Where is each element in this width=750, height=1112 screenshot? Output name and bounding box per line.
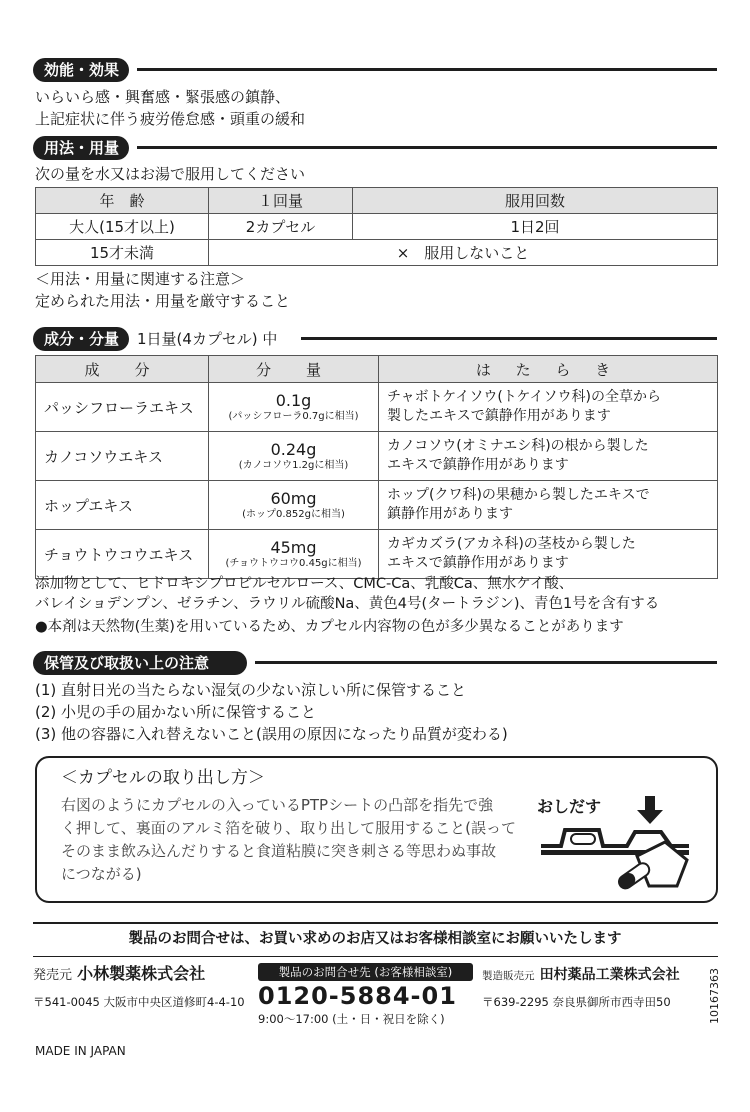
divider [255,661,717,664]
ingredient-amount [209,383,379,432]
seller-address: 〒541-0045 大阪市中央区道修町4-4-10 [33,995,245,1009]
ingredient-function [379,383,718,432]
dosage-heading: 用法・用量 [33,136,129,160]
function-line: カノコソウ(オミナエシ科)の根から製した [387,438,649,454]
amount-note: (チョウトウコウ0.45gに相当) [225,557,362,569]
amount-note: (ホップ0.852gに相当) [242,508,345,520]
amount-note: (パッシフローラ0.7gに相当) [228,410,359,422]
ptp-sheet-icon [537,790,697,894]
dosage-note-body: 定められた用法・用量を厳守すること [35,292,291,310]
table-row [36,383,718,432]
inquiry-note: 製品のお問合せは、お買い求めのお店又はお客様相談室にお願いいたします [128,931,622,947]
dosage-note-title: ＜用法・用量に関連する注意＞ [35,270,246,288]
divider [137,146,717,149]
table-row [36,240,718,266]
capsule-instructions-title: ＜カプセルの取り出し方＞ [61,768,265,788]
seller-block [33,962,253,1012]
table-header-amount: 分 量 [209,356,379,383]
table-header-age: 年 齢 [36,188,209,214]
dosage-header [33,136,717,160]
ingredient-name: ホップエキス [36,481,209,530]
ingredients-header [33,327,717,351]
ingredients-subheading: 1日量(4カプセル) 中 [137,330,278,348]
table-header-row [36,356,718,383]
push-label: おしだす [537,797,602,816]
amount-value: 60mg [270,488,317,508]
body-line: く押して、裏面のアルミ箔を破り、取り出して服用すること(誤って [61,819,516,837]
footer-rule [33,922,718,924]
function-line: エキスで鎮静作用があります [387,555,569,571]
additives-line-1: 添加物として、ヒドロキシプロピルセルロース、CMC-Ca、乳酸Ca、無水ケイ酸、 [35,576,574,592]
ingredients-heading: 成分・分量 [33,327,129,351]
origin-label: MADE IN JAPAN [35,1044,126,1058]
maker-block [482,962,704,1012]
seller-line [33,962,253,988]
maker-address: 〒639-2295 奈良県御所市西寺田50 [482,995,671,1009]
storage-item-1: (1) 直射日光の当たらない湿気の少ない涼しい所に保管すること [35,681,467,699]
maker-prefix: 製造販売元 [482,970,535,982]
contact-hours: 9:00〜17:00 (土・日・祝日を除く) [258,1012,445,1026]
efficacy-header [33,58,717,82]
table-header-row [36,188,718,214]
seller-name: 小林製薬株式会社 [77,964,206,983]
divider [301,337,717,340]
table-row [36,432,718,481]
ingredient-name: チョウトウコウエキス [36,530,209,579]
product-code: 10167363 [708,968,721,1024]
contact-label: 製品のお問合せ先 (お客様相談室) [258,963,473,981]
function-line: 鎮静作用があります [387,506,513,522]
efficacy-line-1: いらいら感・興奮感・緊張感の鎮静、 [35,88,291,106]
efficacy-line-2: 上記症状に伴う疲労倦怠感・頭重の緩和 [35,110,306,128]
amount-value: 45mg [270,537,317,557]
seller-prefix: 発売元 [33,968,73,983]
body-line: 右図のようにカプセルの入っているPTPシートの凸部を指先で強 [61,796,494,814]
amount-value: 0.24g [270,439,317,459]
table-header-dose: １回量 [209,188,353,214]
function-line: ホップ(クワ科)の果穂から製したエキスで [387,487,650,503]
ingredient-name: カノコソウエキス [36,432,209,481]
footer-rule [33,956,718,957]
function-line: カギカズラ(アカネ科)の茎枝から製した [387,536,636,552]
function-line: チャボトケイソウ(トケイソウ科)の全草から [387,389,661,405]
dosage-table [35,187,718,266]
push-illustration [537,790,697,894]
capsule-instructions-body [61,794,531,886]
amount-note: (カノコソウ1.2gに相当) [238,459,349,471]
function-line: エキスで鎮静作用があります [387,457,569,473]
dosage-intro: 次の量を水又はお湯で服用してください [35,165,306,183]
ingredient-function [379,432,718,481]
table-row [36,214,718,240]
table-cell: 1日2回 [353,214,718,240]
efficacy-heading: 効能・効果 [33,58,129,82]
maker-name: 田村薬品工業株式会社 [539,967,680,983]
table-row [36,481,718,530]
function-line: 製したエキスで鎮静作用があります [387,408,611,424]
storage-item-2: (2) 小児の手の届かない所に保管すること [35,703,317,721]
ingredient-function [379,481,718,530]
storage-item-3: (3) 他の容器に入れ替えないこと(誤用の原因になったり品質が変わる) [35,725,508,743]
ingredient-amount [209,432,379,481]
table-header-ingredient: 成 分 [36,356,209,383]
body-line: そのまま飲み込んだりすると食道粘膜に突き刺さる等思わぬ事故 [61,842,497,860]
divider [137,68,717,71]
table-row [36,530,718,579]
table-cell: 2カプセル [209,214,353,240]
table-cell: 15才未満 [36,240,209,266]
contact-block [258,963,473,1027]
ingredient-function [379,530,718,579]
table-cell: × 服用しないこと [209,240,718,266]
table-header-frequency: 服用回数 [353,188,718,214]
storage-heading: 保管及び取扱い上の注意 [33,651,247,675]
ingredient-table [35,355,718,579]
maker-line [482,962,704,988]
natural-note: ●本剤は天然物(生薬)を用いているため、カプセル内容物の色が多少異なることがあります [35,619,624,635]
phone-number: 0120-5884-01 [258,982,457,1010]
table-cell: 大人(15才以上) [36,214,209,240]
amount-value: 0.1g [275,390,312,410]
ingredient-amount [209,481,379,530]
additives-line-2: バレイショデンプン、ゼラチン、ラウリル硫酸Na、黄色4号(タートラジン)、青色1号を含有する [35,596,660,612]
body-line: につながる) [61,865,142,883]
table-header-action: は た ら き [379,356,718,383]
ingredient-name: パッシフローラエキス [36,383,209,432]
capsule-instructions-box [35,756,718,903]
ingredient-amount [209,530,379,579]
storage-header [33,651,717,675]
